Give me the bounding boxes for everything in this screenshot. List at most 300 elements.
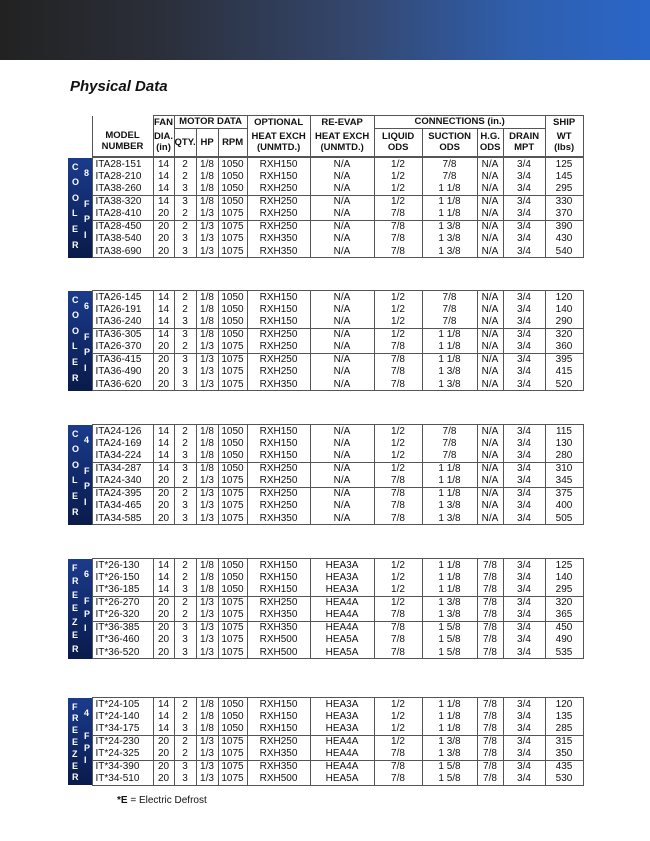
section-side-label: C O O L E R 4 F P I: [68, 425, 92, 525]
motor-data-header: MOTOR DATA: [174, 116, 247, 129]
table-row: [68, 425, 583, 438]
table-cell: 14: [153, 559, 174, 572]
table-row: [68, 220, 583, 233]
table-cell: 7/8: [374, 233, 422, 246]
table-cell: 20: [153, 735, 174, 748]
table-cell: 14: [153, 723, 174, 736]
data-section: [68, 558, 584, 659]
table-cell: RXH150: [247, 303, 310, 316]
table-cell: N/A: [477, 378, 503, 391]
table-cell: 20: [153, 512, 174, 525]
table-cell: 7/8: [374, 475, 422, 488]
table-cell: 1 3/8: [422, 378, 477, 391]
table-cell: 1075: [218, 341, 247, 354]
table-row: [68, 735, 583, 748]
table-cell: 1075: [218, 596, 247, 609]
table-cell: 1 1/8: [422, 328, 477, 341]
table-row: [68, 291, 583, 304]
table-row: [68, 316, 583, 329]
table-cell: HEA3A: [310, 723, 374, 736]
table-cell: 2: [174, 220, 196, 233]
table-cell: N/A: [477, 170, 503, 183]
table-cell: 1/3: [196, 487, 218, 500]
model-number-cell: IT*24-140: [92, 710, 153, 723]
table-cell: RXH150: [247, 698, 310, 711]
table-cell: 395: [545, 353, 583, 366]
table-cell: RXH250: [247, 500, 310, 513]
table-cell: 1 1/8: [422, 462, 477, 475]
table-cell: 7/8: [477, 723, 503, 736]
table-cell: RXH250: [247, 596, 310, 609]
table-cell: 20: [153, 366, 174, 379]
table-cell: 1/2: [374, 316, 422, 329]
table-cell: 1/3: [196, 646, 218, 659]
table-cell: 1075: [218, 366, 247, 379]
table-cell: 1/2: [374, 559, 422, 572]
reevap-header: RE-EVAP: [310, 116, 374, 129]
table-row: [68, 233, 583, 246]
table-cell: 1 5/8: [422, 621, 477, 634]
table-row: [68, 609, 583, 622]
table-cell: 345: [545, 475, 583, 488]
table-cell: 3/4: [503, 220, 545, 233]
table-cell: 1075: [218, 735, 247, 748]
table-cell: RXH150: [247, 170, 310, 183]
table-cell: 530: [545, 773, 583, 786]
table-cell: 125: [545, 158, 583, 171]
liquid-header: LIQUID ODS: [374, 128, 422, 156]
table-cell: 400: [545, 500, 583, 513]
table-cell: 3: [174, 316, 196, 329]
table-cell: 1/8: [196, 195, 218, 208]
table-cell: 1/8: [196, 303, 218, 316]
table-cell: 1075: [218, 646, 247, 659]
table-cell: 1/8: [196, 437, 218, 450]
table-cell: 1 1/8: [422, 710, 477, 723]
table-cell: 1/3: [196, 233, 218, 246]
table-cell: 3/4: [503, 584, 545, 597]
table-row: [68, 512, 583, 525]
table-cell: 3/4: [503, 233, 545, 246]
table-cell: 3/4: [503, 353, 545, 366]
model-number-cell: ITA26-145: [92, 291, 153, 304]
suction-header: SUCTION ODS: [422, 128, 477, 156]
table-cell: 1 3/8: [422, 748, 477, 761]
table-cell: 505: [545, 512, 583, 525]
table-cell: 1/3: [196, 475, 218, 488]
table-row: [68, 450, 583, 463]
table-cell: RXH150: [247, 437, 310, 450]
table-cell: 7/8: [477, 735, 503, 748]
table-cell: N/A: [310, 353, 374, 366]
table-cell: 3/4: [503, 366, 545, 379]
table-cell: 20: [153, 609, 174, 622]
table-cell: 20: [153, 220, 174, 233]
table-cell: 130: [545, 437, 583, 450]
table-cell: RXH150: [247, 450, 310, 463]
table-cell: 1050: [218, 195, 247, 208]
table-cell: 20: [153, 245, 174, 258]
table-cell: 7/8: [374, 773, 422, 786]
table-cell: 1050: [218, 723, 247, 736]
table-cell: N/A: [310, 316, 374, 329]
table-cell: 1/2: [374, 437, 422, 450]
table-cell: 1075: [218, 621, 247, 634]
table-cell: 1075: [218, 353, 247, 366]
table-cell: N/A: [477, 245, 503, 258]
table-cell: 3: [174, 366, 196, 379]
table-cell: 320: [545, 596, 583, 609]
table-cell: N/A: [310, 366, 374, 379]
table-cell: 20: [153, 487, 174, 500]
model-number-cell: ITA28-210: [92, 170, 153, 183]
table-cell: 3: [174, 353, 196, 366]
table-cell: 1/2: [374, 723, 422, 736]
table-cell: 1075: [218, 500, 247, 513]
table-cell: RXH250: [247, 183, 310, 196]
table-cell: RXH150: [247, 710, 310, 723]
table-cell: 7/8: [374, 512, 422, 525]
table-cell: 3/4: [503, 710, 545, 723]
table-cell: 520: [545, 378, 583, 391]
table-cell: 1 5/8: [422, 773, 477, 786]
table-cell: 3: [174, 462, 196, 475]
table-cell: RXH350: [247, 609, 310, 622]
table-cell: 2: [174, 170, 196, 183]
table-cell: 7/8: [422, 316, 477, 329]
table-cell: 1075: [218, 760, 247, 773]
table-cell: 1/3: [196, 366, 218, 379]
table-cell: HEA3A: [310, 698, 374, 711]
table-cell: 7/8: [374, 341, 422, 354]
table-cell: HEA4A: [310, 596, 374, 609]
table-row: [68, 500, 583, 513]
table-cell: 7/8: [374, 220, 422, 233]
table-cell: RXH150: [247, 723, 310, 736]
table-cell: 1/2: [374, 462, 422, 475]
hg-header: H.G. ODS: [477, 128, 503, 156]
table-cell: 14: [153, 291, 174, 304]
model-number-cell: IT*34-510: [92, 773, 153, 786]
table-cell: RXH250: [247, 487, 310, 500]
table-cell: 1 3/8: [422, 596, 477, 609]
table-cell: 2: [174, 710, 196, 723]
table-cell: 7/8: [477, 748, 503, 761]
table-cell: 2: [174, 487, 196, 500]
table-cell: 1/8: [196, 425, 218, 438]
ship-header: SHIP: [545, 116, 583, 129]
table-cell: 1050: [218, 303, 247, 316]
section-side-label: F R E E Z E R 6 F P I: [68, 559, 92, 659]
table-cell: 1 3/8: [422, 220, 477, 233]
table-cell: 1 5/8: [422, 760, 477, 773]
table-cell: 2: [174, 158, 196, 171]
table-cell: 1050: [218, 316, 247, 329]
table-cell: 14: [153, 571, 174, 584]
table-cell: 1 1/8: [422, 341, 477, 354]
table-cell: HEA5A: [310, 634, 374, 647]
table-cell: N/A: [477, 462, 503, 475]
table-cell: 3/4: [503, 341, 545, 354]
model-number-cell: ITA28-151: [92, 158, 153, 171]
table-cell: N/A: [310, 341, 374, 354]
model-number-cell: IT*26-130: [92, 559, 153, 572]
table-cell: 1/8: [196, 316, 218, 329]
table-cell: N/A: [310, 512, 374, 525]
table-cell: 415: [545, 366, 583, 379]
table-cell: 350: [545, 748, 583, 761]
table-cell: 295: [545, 183, 583, 196]
table-cell: 1/8: [196, 291, 218, 304]
table-cell: 3/4: [503, 723, 545, 736]
table-cell: 375: [545, 487, 583, 500]
table-cell: 1050: [218, 710, 247, 723]
table-cell: 7/8: [374, 609, 422, 622]
drain-header: DRAIN MPT: [503, 128, 545, 156]
table-cell: N/A: [310, 158, 374, 171]
table-cell: 14: [153, 698, 174, 711]
table-cell: 3/4: [503, 735, 545, 748]
table-cell: 1/3: [196, 341, 218, 354]
table-cell: 1/3: [196, 596, 218, 609]
table-cell: N/A: [310, 500, 374, 513]
model-number-cell: IT*36-385: [92, 621, 153, 634]
table-cell: N/A: [477, 158, 503, 171]
table-cell: 1050: [218, 158, 247, 171]
table-cell: RXH250: [247, 341, 310, 354]
table-cell: 3/4: [503, 475, 545, 488]
table-cell: 1075: [218, 748, 247, 761]
table-cell: RXH150: [247, 158, 310, 171]
table-cell: 20: [153, 621, 174, 634]
table-cell: 1/2: [374, 735, 422, 748]
table-cell: 3/4: [503, 195, 545, 208]
table-cell: 7/8: [477, 646, 503, 659]
table-cell: 320: [545, 328, 583, 341]
table-cell: 360: [545, 341, 583, 354]
table-row: [68, 698, 583, 711]
table-cell: 2: [174, 437, 196, 450]
table-cell: RXH250: [247, 220, 310, 233]
table-cell: 7/8: [477, 609, 503, 622]
table-cell: 3/4: [503, 437, 545, 450]
table-cell: 3: [174, 512, 196, 525]
table-cell: 1/3: [196, 353, 218, 366]
table-cell: N/A: [310, 450, 374, 463]
table-cell: 3/4: [503, 596, 545, 609]
table-row: [68, 634, 583, 647]
table-cell: 14: [153, 425, 174, 438]
table-cell: 2: [174, 291, 196, 304]
table-cell: 1075: [218, 245, 247, 258]
table-cell: 1/2: [374, 195, 422, 208]
model-number-cell: ITA38-320: [92, 195, 153, 208]
table-cell: 7/8: [374, 646, 422, 659]
table-cell: RXH350: [247, 748, 310, 761]
table-cell: N/A: [310, 195, 374, 208]
table-cell: 20: [153, 475, 174, 488]
table-cell: 7/8: [422, 437, 477, 450]
table-cell: 20: [153, 353, 174, 366]
table-cell: 3/4: [503, 425, 545, 438]
model-number-cell: ITA26-370: [92, 341, 153, 354]
table-cell: 3/4: [503, 487, 545, 500]
table-cell: 1/8: [196, 450, 218, 463]
model-number-cell: IT*34-175: [92, 723, 153, 736]
table-cell: 7/8: [374, 760, 422, 773]
table-cell: N/A: [477, 183, 503, 196]
table-cell: 3: [174, 500, 196, 513]
table-cell: 2: [174, 303, 196, 316]
table-row: [68, 475, 583, 488]
table-cell: 2: [174, 596, 196, 609]
model-number-cell: ITA38-260: [92, 183, 153, 196]
model-number-cell: ITA36-415: [92, 353, 153, 366]
table-cell: HEA4A: [310, 621, 374, 634]
model-number-cell: ITA26-191: [92, 303, 153, 316]
table-cell: RXH350: [247, 760, 310, 773]
table-cell: 2: [174, 341, 196, 354]
table-cell: 3/4: [503, 773, 545, 786]
table-cell: 1075: [218, 487, 247, 500]
table-row: [68, 158, 583, 171]
table-cell: 1 3/8: [422, 512, 477, 525]
table-cell: 3: [174, 233, 196, 246]
table-row: [68, 773, 583, 786]
table-cell: 1 1/8: [422, 475, 477, 488]
table-cell: 3: [174, 183, 196, 196]
table-cell: RXH500: [247, 773, 310, 786]
table-cell: 145: [545, 170, 583, 183]
table-cell: 1050: [218, 698, 247, 711]
table-cell: 14: [153, 584, 174, 597]
model-number-cell: IT*24-230: [92, 735, 153, 748]
table-cell: 1/2: [374, 328, 422, 341]
table-cell: 1075: [218, 512, 247, 525]
table-cell: 1075: [218, 609, 247, 622]
table-cell: RXH250: [247, 208, 310, 221]
table-cell: RXH150: [247, 559, 310, 572]
table-cell: 3/4: [503, 208, 545, 221]
table-cell: 390: [545, 220, 583, 233]
table-cell: RXH150: [247, 316, 310, 329]
table-row: [68, 341, 583, 354]
table-cell: RXH250: [247, 195, 310, 208]
table-cell: 290: [545, 316, 583, 329]
model-number-cell: IT*34-390: [92, 760, 153, 773]
column-header: MODEL NUMBER FAN MOTOR DATA OPTIONAL RE-EVAP CONNECTIONS (in.) SHIP DIA. (in) QTY. HP RPM HEAT EXCH (UNMTD.) HEAT EXCH (UNMTD.) LIQUID ODS SUCTION ODS H.G. ODS DRAIN MPT WT (lbs): [68, 115, 584, 157]
table-cell: 7/8: [477, 773, 503, 786]
table-cell: 3/4: [503, 621, 545, 634]
table-cell: 1075: [218, 208, 247, 221]
table-cell: 3/4: [503, 158, 545, 171]
section-side-label: F R E E Z E R 4 F P I: [68, 698, 92, 786]
table-cell: 3/4: [503, 559, 545, 572]
table-cell: 20: [153, 646, 174, 659]
table-cell: 315: [545, 735, 583, 748]
table-cell: N/A: [477, 366, 503, 379]
table-cell: N/A: [310, 462, 374, 475]
table-cell: 1075: [218, 634, 247, 647]
table-row: [68, 208, 583, 221]
table-cell: 1075: [218, 233, 247, 246]
table-cell: 1/2: [374, 571, 422, 584]
table-cell: N/A: [477, 220, 503, 233]
table-cell: 1/2: [374, 596, 422, 609]
table-cell: N/A: [310, 233, 374, 246]
table-row: [68, 378, 583, 391]
table-cell: HEA3A: [310, 571, 374, 584]
table-cell: 1 1/8: [422, 559, 477, 572]
table-cell: 295: [545, 584, 583, 597]
table-row: [68, 303, 583, 316]
table-cell: 1/2: [374, 291, 422, 304]
table-cell: 1/8: [196, 158, 218, 171]
table-cell: 1050: [218, 291, 247, 304]
table-cell: N/A: [310, 220, 374, 233]
table-cell: N/A: [477, 437, 503, 450]
table-row: [68, 462, 583, 475]
table-cell: N/A: [310, 425, 374, 438]
table-cell: 3/4: [503, 183, 545, 196]
table-cell: 3/4: [503, 328, 545, 341]
table-cell: 7/8: [422, 425, 477, 438]
table-row: [68, 195, 583, 208]
table-cell: 1/2: [374, 425, 422, 438]
table-row: [68, 710, 583, 723]
table-cell: 2: [174, 559, 196, 572]
data-section: [68, 697, 584, 786]
table-cell: 3: [174, 450, 196, 463]
table-cell: 490: [545, 634, 583, 647]
table-cell: 1/8: [196, 183, 218, 196]
table-cell: 1050: [218, 571, 247, 584]
table-cell: 2: [174, 698, 196, 711]
table-row: [68, 245, 583, 258]
table-cell: 1/2: [374, 183, 422, 196]
table-cell: 310: [545, 462, 583, 475]
model-number-cell: ITA34-585: [92, 512, 153, 525]
table-cell: 3/4: [503, 500, 545, 513]
table-cell: 3/4: [503, 316, 545, 329]
page-title: Physical Data: [70, 78, 168, 95]
table-row: [68, 487, 583, 500]
table-cell: 1/3: [196, 735, 218, 748]
table-cell: 7/8: [477, 571, 503, 584]
table-cell: 14: [153, 170, 174, 183]
table-cell: 1075: [218, 773, 247, 786]
table-cell: 7/8: [374, 366, 422, 379]
section-side-label: C O O L E R 8 F P I: [68, 158, 92, 258]
table-cell: 1 3/8: [422, 735, 477, 748]
table-cell: 14: [153, 462, 174, 475]
table-cell: HEA5A: [310, 646, 374, 659]
table-cell: 1 3/8: [422, 500, 477, 513]
table-row: [68, 621, 583, 634]
optional-header: OPTIONAL: [247, 116, 310, 129]
model-number-cell: IT*24-325: [92, 748, 153, 761]
table-cell: 3: [174, 773, 196, 786]
table-row: [68, 437, 583, 450]
table-cell: 2: [174, 609, 196, 622]
table-cell: 3/4: [503, 698, 545, 711]
table-cell: HEA3A: [310, 559, 374, 572]
table-cell: N/A: [477, 316, 503, 329]
table-cell: 1/8: [196, 710, 218, 723]
table-cell: 7/8: [374, 245, 422, 258]
table-cell: 14: [153, 328, 174, 341]
table-cell: 1/8: [196, 328, 218, 341]
